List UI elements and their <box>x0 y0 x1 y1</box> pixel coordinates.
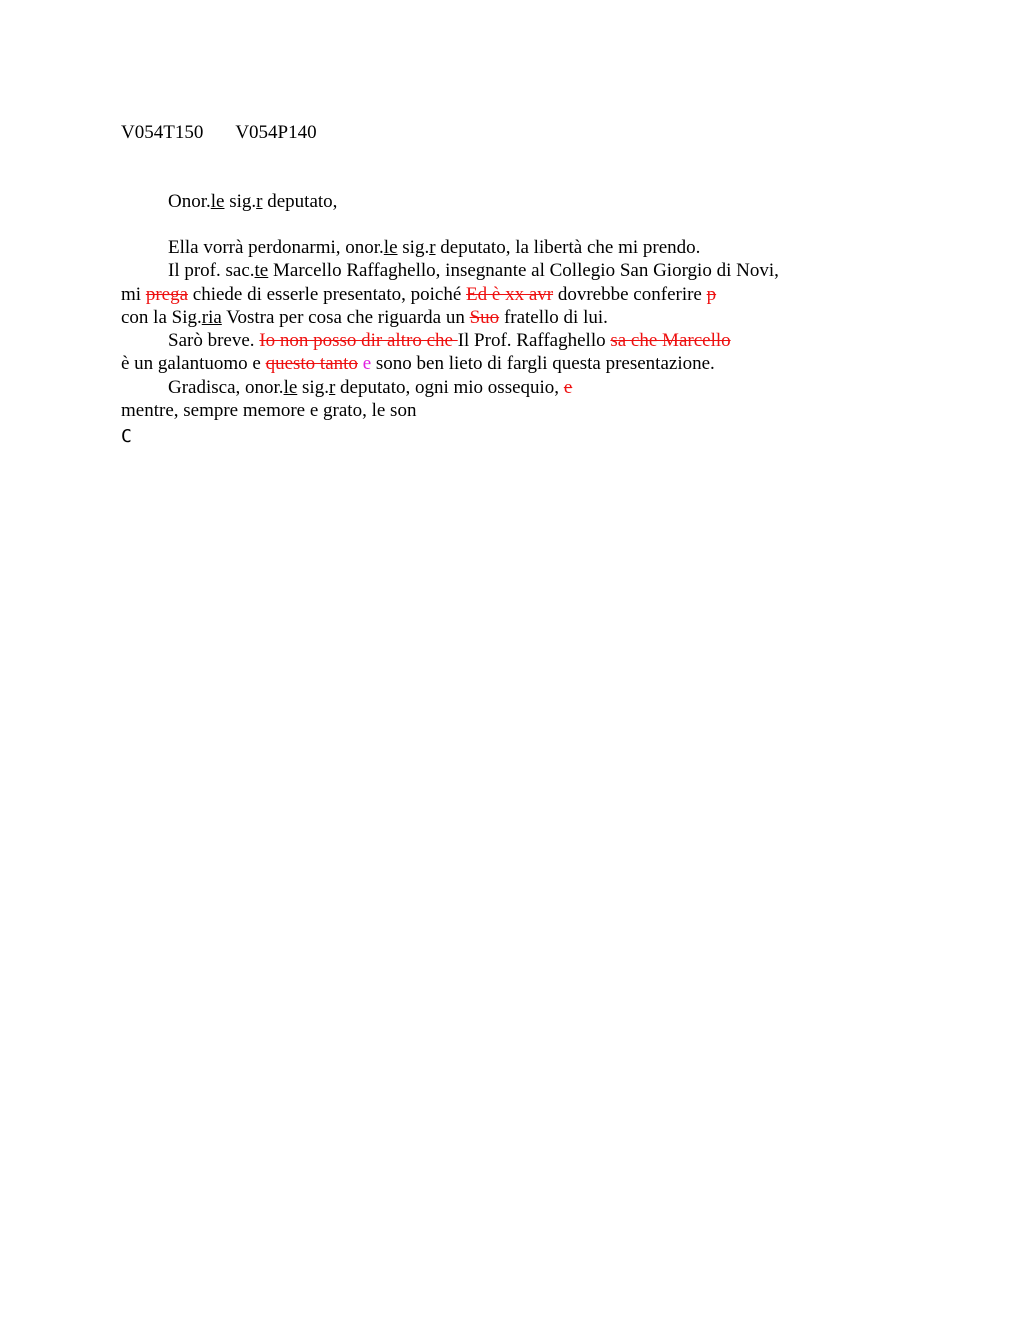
text-run: sono ben lieto di fargli questa presentazione. <box>371 353 715 375</box>
body-line-5 <box>121 329 779 352</box>
abbrev-superscript: r <box>429 237 436 258</box>
text-run: con la Sig. <box>121 306 202 328</box>
text-run: mi <box>121 283 146 305</box>
document-code-2: V054P140 <box>235 122 317 143</box>
deleted-text: p <box>706 283 717 305</box>
abbrev-superscript: le <box>283 376 298 398</box>
end-mark: C <box>121 426 132 447</box>
text-run: Gradisca, onor. <box>168 376 284 398</box>
letter-body <box>121 236 779 422</box>
text-run: Il prof. sac. <box>168 260 255 282</box>
text-run: Sarò breve. <box>168 330 260 352</box>
salutation <box>168 190 337 213</box>
deleted-text: questo tanto <box>265 353 358 375</box>
salutation-mid: sig. <box>224 191 257 212</box>
text-run: deputato, la libertà che mi prendo. <box>435 237 701 258</box>
text-run: è un galantuomo e <box>121 353 266 375</box>
text-run: chiede di esserle presentato, poiché <box>188 283 467 305</box>
document-code-1: V054T150 <box>121 122 204 143</box>
text-run: sig. <box>397 237 430 258</box>
salutation-suffix: deputato, <box>262 191 338 212</box>
abbrev-superscript: le <box>383 237 398 258</box>
text-run: Marcello Raffaghello, insegnante al Collegio San Giorgio di Novi, <box>268 260 779 282</box>
text-run: fratello di lui. <box>499 306 608 328</box>
text-run: Il Prof. Raffaghello <box>457 330 611 352</box>
abbrev-superscript: r <box>328 376 336 398</box>
abbrev-superscript: te <box>254 260 269 282</box>
body-line-4 <box>121 306 779 329</box>
body-line-7 <box>121 376 779 399</box>
text-run: Ella vorrà perdonarmi, onor. <box>168 237 384 258</box>
document-codes <box>121 121 317 144</box>
inserted-text: e <box>357 353 372 375</box>
salutation-abbrev-r: r <box>256 191 263 212</box>
salutation-abbrev-le: le <box>210 191 225 212</box>
salutation-prefix: Onor. <box>168 191 211 212</box>
text-run: sig. <box>297 376 329 398</box>
deleted-text: sa che Marcello <box>610 330 731 352</box>
deleted-text: Ed è xx avr <box>466 283 554 305</box>
text-run: Vostra per cosa che riguarda un <box>221 306 470 328</box>
text-run: dovrebbe conferire <box>553 283 707 305</box>
deleted-text: prega <box>145 283 189 305</box>
deleted-text: Suo <box>469 306 500 328</box>
deleted-text: e <box>563 376 573 398</box>
text-run: deputato, ogni mio ossequio, <box>335 376 564 398</box>
text-run: mentre, sempre memore e grato, le son <box>121 400 417 422</box>
deleted-text: Io non posso dir altro che <box>259 330 458 352</box>
body-line-1 <box>121 236 779 259</box>
body-line-2 <box>121 259 779 282</box>
body-line-6 <box>121 352 779 375</box>
abbrev-superscript: ria <box>201 306 222 328</box>
body-line-8 <box>121 399 779 422</box>
body-line-3 <box>121 283 779 306</box>
